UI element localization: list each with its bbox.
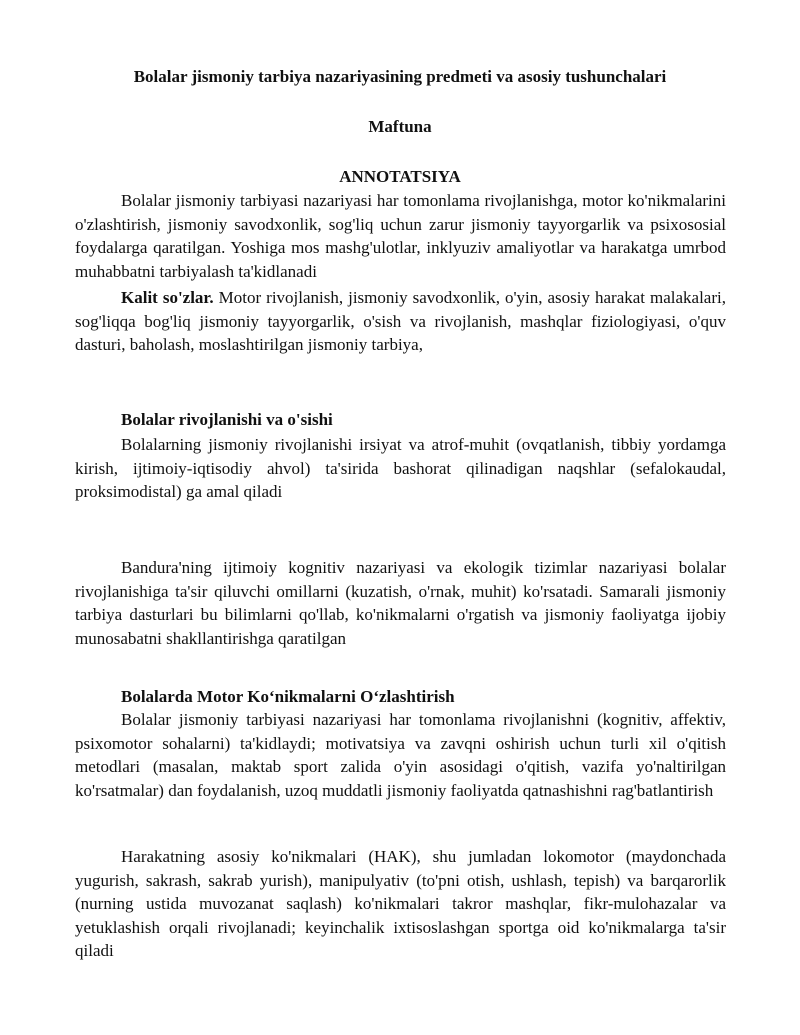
annotation-paragraph: Bolalar jismoniy tarbiyasi nazariyasi har tomonlama rivojlanishga, motor ko'nikmalarini o'zlashtirish, jismoniy savodxonlik, sog'liq uchun zarur jismoniy tayyorgarlik va psixososial foydalarga qaratilgan. Yoshiga mos mashg'ulotlar, inklyuziv amaliyotlar va harakatga umrbod muhabbatni tarbiyalash ta'kidlanadi xyxy=(75,191,726,281)
section1-paragraph2: Bandura'ning ijtimoiy kognitiv nazariyasi va ekologik tizimlar nazariyasi bolalar rivojlanishiga ta'sir qiluvchi omillarni (kuzatish, o'rnak, muhit) ko'rsatadi. Samarali jismoniy tarbiya dasturlari bu bilimlarni qo'llab, ko'nikmalarni o'rgatish va jismoniy faoliyatga ijobiy munosabatni shakllantirishga qaratilgan xyxy=(75,558,726,648)
section-heading-development: Bolalar rivojlanishi va o'sishi xyxy=(121,410,333,429)
author-name: Maftuna xyxy=(368,117,432,136)
section2-paragraph2: Harakatning asosiy ko'nikmalari (HAK), shu jumladan lokomotor (maydonchada yugurish, sakrash, sakrab yurish), manipulyativ (to'pni otish, ushlash, tepish) va barqarorlik (nurning ustida muvozanat saqlash) ko'nikmalari takror mashqlar, fikr-mulohazalar va yetuklashish orqali rivojlanadi; keyinchalik ixtisoslashgan sportga oid ko'nikmalarga ta'sir qiladi xyxy=(75,847,726,960)
keywords-text: Motor rivojlanish, jismoniy savodxonlik, o'yin, asosiy harakat malakalari, sog'liqqa bog'liq jismoniy tayyorgarlik, o'sish va rivojlanish, mashqlar fiziologiyasi, o'quv dasturi, baholash, moslashtirilgan jismoniy tarbiya, xyxy=(75,288,726,354)
section-heading-motor-skills: Bolalarda Motor Ko‘nikmalarni O‘zlashtirish xyxy=(121,687,455,706)
keywords-label: Kalit so'zlar. xyxy=(121,288,214,307)
section2-paragraph1: Bolalar jismoniy tarbiyasi nazariyasi har tomonlama rivojlanishni (kognitiv, affektiv, psixomotor sohalarni) ta'kidlaydi; motivatsiya va zavqni oshirish uchun turli xil o'qitish metodlari (masalan, maktab sport zalida o'yin asosidagi o'qitish, vazifa yo'naltirilgan ko'rsatmalar) dan foydalanish, uzoq muddatli jismoniy faoliyatda qatnashishni rag'batlantirish xyxy=(75,710,726,800)
annotation-heading: ANNOTATSIYA xyxy=(339,167,461,186)
keywords-paragraph xyxy=(75,286,726,357)
document-title: Bolalar jismoniy tarbiya nazariyasining predmeti va asosiy tushunchalari xyxy=(133,67,667,86)
section1-paragraph1: Bolalarning jismoniy rivojlanishi irsiyat va atrof-muhit (ovqatlanish, tibbiy yordamga kirish, ijtimoiy-iqtisodiy ahvol) ta'sirida bashorat qilinadigan naqshlar (sefalokaudal, proksimodistal) ga amal qiladi xyxy=(75,435,726,501)
